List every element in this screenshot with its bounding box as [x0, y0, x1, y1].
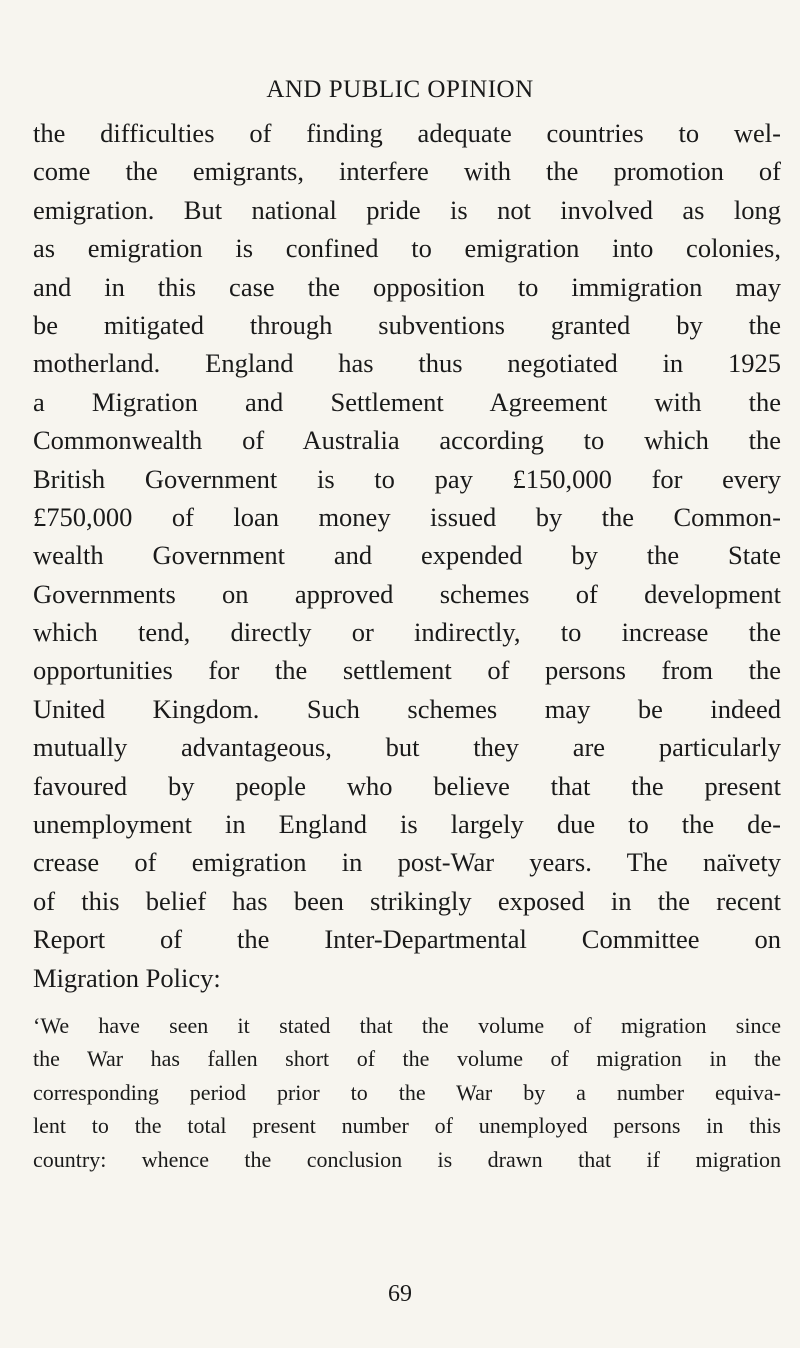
- quote-line: lent to the total present number of unemployed persons in this: [33, 1113, 781, 1139]
- text-line: Commonwealth of Australia according to which the: [33, 425, 781, 456]
- text-line: mutually advantageous, but they are particularly: [33, 732, 781, 763]
- text-line: wealth Government and expended by the State: [33, 540, 781, 571]
- text-line: Governments on approved schemes of development: [33, 578, 781, 609]
- text-line: United Kingdom. Such schemes may be indeed: [33, 693, 781, 724]
- text-line: the difficulties of finding adequate countries to wel-: [33, 118, 781, 148]
- quote-line: the War has fallen short of the volume of migration in the: [33, 1046, 781, 1072]
- text-line: which tend, directly or indirectly, to increase the: [33, 617, 781, 648]
- text-line: Migration Policy:: [33, 962, 221, 993]
- text-line: come the emigrants, interfere with the promotion of: [33, 156, 781, 187]
- text-line: emigration. But national pride is not involved as long: [33, 194, 781, 225]
- text-line: opportunities for the settlement of persons from the: [33, 655, 781, 686]
- quote-line: ‘We have seen it stated that the volume of migration since: [33, 1012, 781, 1038]
- text-line: of this belief has been strikingly exposed in the recent: [33, 885, 781, 916]
- text-line: be mitigated through subventions granted by the: [33, 309, 781, 340]
- quote-line: country: whence the conclusion is drawn that if migration: [33, 1146, 781, 1172]
- main-paragraph: [33, 114, 781, 997]
- block-quote: [33, 1009, 781, 1177]
- body-text: [33, 114, 781, 1176]
- text-line: British Government is to pay £150,000 for every: [33, 463, 781, 494]
- text-line: crease of emigration in post-War years. The naïvety: [33, 847, 781, 878]
- text-line: motherland. England has thus negotiated in 1925: [33, 348, 781, 379]
- text-line: Report of the Inter-Departmental Committee on: [33, 924, 781, 955]
- quote-line: corresponding period prior to the War by a number equiva-: [33, 1079, 781, 1105]
- running-head: AND PUBLIC OPINION: [266, 76, 534, 103]
- text-line: unemployment in England is largely due to the de-: [33, 809, 781, 840]
- text-line: as emigration is confined to emigration into colonies,: [33, 233, 781, 264]
- page-number: 69: [388, 1281, 412, 1307]
- text-line: and in this case the opposition to immigration may: [33, 271, 781, 302]
- text-line: £750,000 of loan money issued by the Common-: [33, 501, 781, 532]
- text-line: a Migration and Settlement Agreement with the: [33, 386, 781, 417]
- text-line: favoured by people who believe that the present: [33, 770, 781, 801]
